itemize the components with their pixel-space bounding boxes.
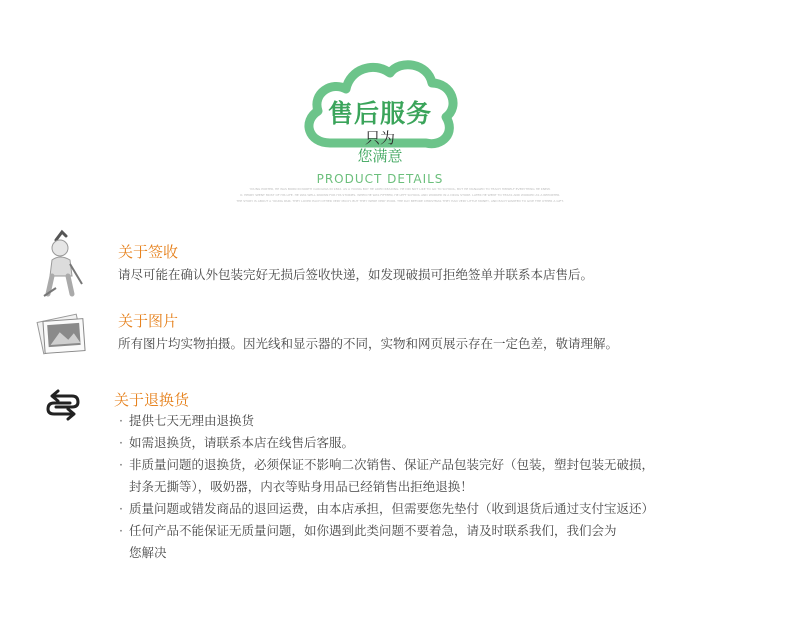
section-title-returns: 关于退换货 [114, 391, 190, 409]
bullet-dot: · [119, 413, 123, 428]
list-item-continuation [113, 542, 753, 564]
bullet-dot: · [119, 501, 123, 516]
section-title-sign: 关于签收 [118, 243, 179, 261]
list-item-text: 提供七天无理由退换货 [129, 413, 255, 428]
service-subtitle-line1: 只为 [364, 129, 395, 147]
figure-with-checkmark-icon [38, 228, 88, 298]
list-item [113, 432, 753, 454]
product-details-label: PRODUCT DETAILS [316, 172, 444, 186]
header-banner [0, 0, 790, 220]
return-arrows-icon [44, 388, 82, 422]
list-item [113, 454, 753, 476]
returns-list [113, 410, 753, 564]
list-item-text: 封条无撕等），吸奶器，内衣等贴身用品已经销售出拒绝退换！ [129, 479, 473, 494]
fine-print-line: THE STORY IS ABOUT A YOUNG PAIR. THEY LOVED EACH OTHER VERY MUCH. BUT THEY WERE VERY POOR. THE DAY BEFORE CHRISTMAS THEY HAD VERY LITTLE MONEY, AND EACH WANTED TO GIVE THE OTHER A GIFT. [236, 200, 564, 203]
bullet-dot: · [119, 457, 123, 472]
photo-stack-icon [34, 310, 90, 360]
list-item [113, 498, 753, 520]
section-title-photo: 关于图片 [118, 312, 179, 330]
bullet-dot: · [119, 435, 123, 450]
list-item-text: 任何产品不能保证无质量问题，如你遇到此类问题不要着急，请及时联系我们，我们会为 [129, 523, 617, 538]
fine-print-line: O. HENRY SPENT MOST OF HIS LIFE. HE WAS WELL KNOWN FOR HIS STORIES. WHEN HE WAS FIFTEEN, HE LEFT SCHOOL AND WORKED IN A DRUG STORE. LATER HE WENT TO TEXAS AND WORKED AS A REPORTER. [239, 194, 561, 197]
service-title: 售后服务 [327, 99, 432, 128]
list-item-text: 如需退换货，请联系本店在线售后客服。 [129, 435, 355, 450]
service-subtitle-line2: 您满意 [357, 147, 403, 165]
list-item-text: 质量问题或错发商品的退回运费，由本店承担，但需要您先垫付（收到退货后通过支付宝返还） [129, 501, 655, 516]
list-item-continuation [113, 476, 753, 498]
list-item [113, 520, 753, 542]
bullet-dot: · [119, 523, 123, 538]
list-item-text: 您解决 [129, 545, 167, 560]
list-item [113, 410, 753, 432]
section-text-sign: 请尽可能在确认外包装完好无损后签收快递，如发现破损可拒绝签单并联系本店售后。 [118, 267, 594, 282]
list-item-text: 非质量问题的退换货，必须保证不影响二次销售、保证产品包装完好（包装，塑封包装无破损， [129, 457, 655, 472]
fine-print-line: YOUNG PORTER, HE WAS BORN IN NORTH CAROLINA IN 1862. AS A YOUNG BOY HE LIKED READING. HE DID NOT LIKE TO GO TO SCHOOL, BUT HE MANAGED TO TEACH HIMSELF EVERYTHING HE KNEW. [249, 188, 551, 191]
section-text-photo: 所有图片均实物拍摄。因光线和显示器的不同，实物和网页展示存在一定色差，敬请理解。 [118, 336, 619, 351]
